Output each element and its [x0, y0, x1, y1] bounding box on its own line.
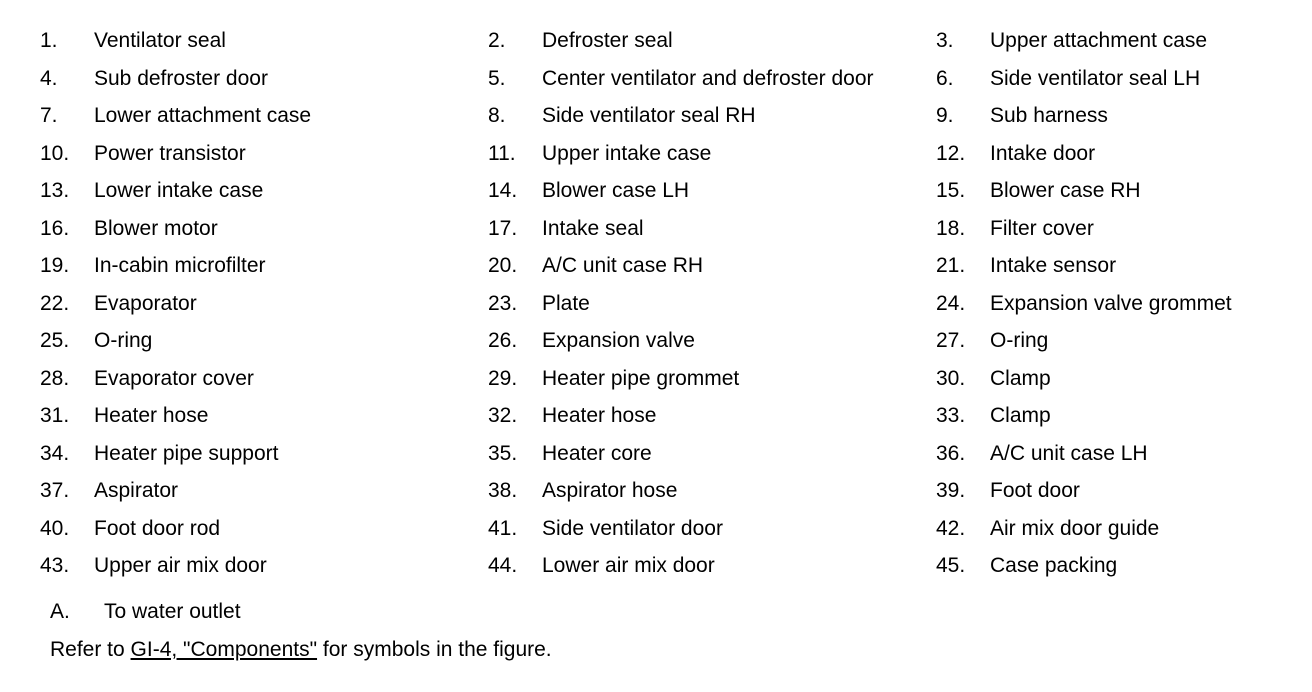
- part-number: 26.: [488, 329, 518, 353]
- part-label: Foot door rod: [94, 516, 221, 540]
- part-number: 25.: [40, 329, 70, 353]
- part-label: Sub defroster door: [94, 66, 268, 90]
- part-label: O-ring: [990, 329, 1049, 353]
- part-number: 8.: [488, 104, 506, 128]
- note-letter: A.: [50, 600, 70, 623]
- part-label: Aspirator hose: [542, 479, 678, 503]
- part-number: 2.: [488, 29, 506, 53]
- part-label: Ventilator seal: [94, 29, 226, 53]
- part-number: 43.: [40, 554, 70, 578]
- part-number: 9.: [936, 104, 954, 128]
- note-a: [50, 601, 241, 622]
- part-label: Lower attachment case: [94, 104, 312, 128]
- part-label: O-ring: [94, 329, 153, 353]
- part-number: 32.: [488, 404, 518, 428]
- part-number: 11.: [488, 141, 516, 165]
- part-number: 12.: [936, 141, 966, 165]
- part-number: 45.: [936, 554, 966, 578]
- part-number: 5.: [488, 66, 506, 90]
- part-label: Blower case LH: [542, 179, 690, 203]
- part-number: 15.: [936, 179, 966, 203]
- part-number: 4.: [40, 66, 58, 90]
- part-label: Plate: [542, 291, 590, 315]
- part-label: Center ventilator and defroster door: [542, 66, 874, 90]
- part-number: 39.: [936, 479, 966, 503]
- parts-legend-list: [40, 22, 1312, 585]
- part-label: Blower case RH: [990, 179, 1141, 203]
- part-number: 34.: [40, 441, 70, 465]
- part-label: Heater pipe support: [94, 441, 279, 465]
- part-number: 17.: [488, 216, 518, 240]
- part-label: Expansion valve grommet: [990, 291, 1232, 315]
- part-label: In-cabin microfilter: [94, 254, 266, 278]
- part-number: 7.: [40, 104, 58, 128]
- part-label: Side ventilator seal LH: [990, 66, 1201, 90]
- part-number: 30.: [936, 366, 966, 390]
- part-label: Lower air mix door: [542, 554, 715, 578]
- part-label: Blower motor: [94, 216, 218, 240]
- part-number: 41.: [488, 516, 518, 540]
- part-label: A/C unit case RH: [542, 254, 704, 278]
- part-number: 29.: [488, 366, 518, 390]
- reference-line: [50, 639, 552, 660]
- part-label: Intake door: [990, 141, 1096, 165]
- part-label: Defroster seal: [542, 29, 673, 53]
- part-number: 27.: [936, 329, 966, 353]
- part-label: Heater hose: [94, 404, 209, 428]
- part-number: 3.: [936, 29, 954, 53]
- part-label: Heater pipe grommet: [542, 366, 740, 390]
- part-number: 44.: [488, 554, 518, 578]
- part-label: Air mix door guide: [990, 516, 1160, 540]
- part-number: 14.: [488, 179, 518, 203]
- part-label: Evaporator: [94, 291, 197, 315]
- components-reference-link[interactable]: GI-4, "Components": [130, 638, 318, 661]
- part-number: 16.: [40, 216, 70, 240]
- part-number: 23.: [488, 291, 518, 315]
- part-number: 18.: [936, 216, 966, 240]
- reference-prefix: Refer to: [50, 638, 131, 661]
- part-number: 1.: [40, 29, 58, 53]
- part-number: 38.: [488, 479, 518, 503]
- part-label: Lower intake case: [94, 179, 264, 203]
- part-label: Expansion valve: [542, 329, 695, 353]
- part-number: 20.: [488, 254, 518, 278]
- part-number: 21.: [936, 254, 966, 278]
- part-number: 28.: [40, 366, 70, 390]
- part-label: Aspirator: [94, 479, 179, 503]
- part-label: Clamp: [990, 404, 1051, 428]
- part-number: 33.: [936, 404, 966, 428]
- part-number: 36.: [936, 441, 966, 465]
- part-number: 40.: [40, 516, 70, 540]
- part-label: Power transistor: [94, 141, 246, 165]
- part-label: Filter cover: [990, 216, 1094, 240]
- part-label: A/C unit case LH: [990, 441, 1148, 465]
- part-number: 22.: [40, 291, 70, 315]
- part-label: Foot door: [990, 479, 1080, 503]
- part-number: 13.: [40, 179, 70, 203]
- part-label: Evaporator cover: [94, 366, 254, 390]
- part-label: Side ventilator door: [542, 516, 723, 540]
- part-label: Side ventilator seal RH: [542, 104, 756, 128]
- part-label: Upper intake case: [542, 141, 712, 165]
- reference-suffix: for symbols in the figure.: [317, 638, 552, 661]
- part-label: Clamp: [990, 366, 1051, 390]
- part-number: 42.: [936, 516, 966, 540]
- part-number: 6.: [936, 66, 954, 90]
- part-label: Heater hose: [542, 404, 657, 428]
- part-label: Case packing: [990, 554, 1118, 578]
- part-number: 24.: [936, 291, 966, 315]
- part-number: 35.: [488, 441, 518, 465]
- part-number: 19.: [40, 254, 70, 278]
- part-label: Intake sensor: [990, 254, 1117, 278]
- part-label: Heater core: [542, 441, 652, 465]
- note-text: To water outlet: [104, 600, 241, 623]
- part-number: 31.: [40, 404, 70, 428]
- part-label: Intake seal: [542, 216, 644, 240]
- part-label: Sub harness: [990, 104, 1108, 128]
- part-number: 37.: [40, 479, 70, 503]
- part-label: Upper attachment case: [990, 29, 1208, 53]
- part-label: Upper air mix door: [94, 554, 267, 578]
- part-number: 10.: [40, 141, 70, 165]
